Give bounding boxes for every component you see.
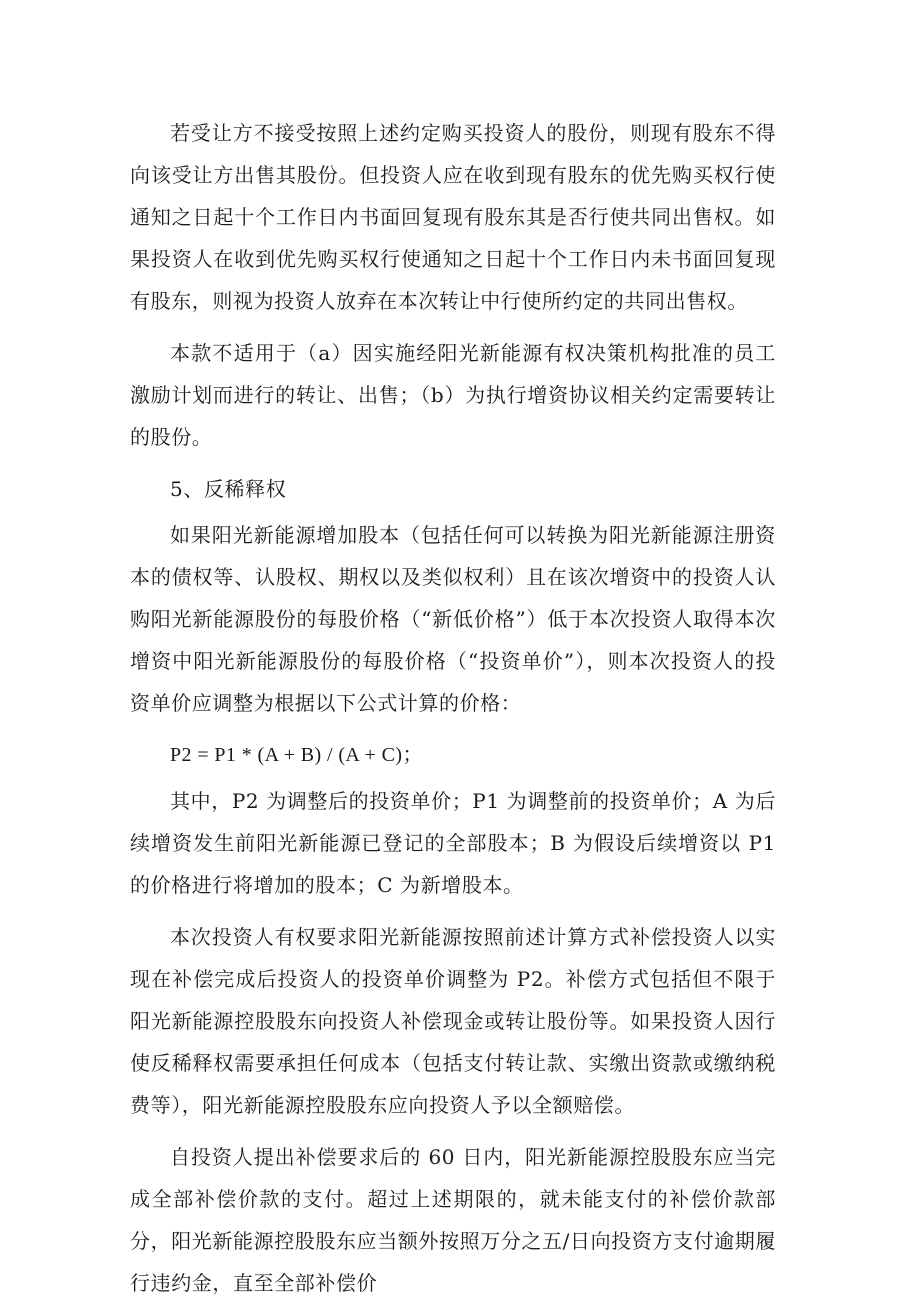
section-heading-anti-dilution: 5、反稀释权 bbox=[170, 477, 287, 501]
paragraph-payment-deadline: 自投资人提出补偿要求后的 60 日内，阳光新能源控股股东应当完成全部补偿价款的支付。超过上述期限的，就未能支付的补偿价款部分，阳光新能源控股股东应当额外按照万分之五/日向投资方支付逾期履行违约金，直至全部补偿价 bbox=[130, 1145, 776, 1295]
document-body bbox=[130, 112, 776, 1314]
paragraph-co-sale-reply: 若受让方不接受按照上述约定购买投资人的股份，则现有股东不得向该受让方出售其股份。但投资人应在收到现有股东的优先购买权行使通知之日起十个工作日内书面回复现有股东其是否行使共同出售权。如果投资人在收到优先购买权行使通知之日起十个工作日内未书面回复现有股东，则视为投资人放弃在本次转让中行使所约定的共同出售权。 bbox=[130, 121, 776, 313]
formula-price-adjustment: P2 = P1 * (A + B) / (A + C)； bbox=[170, 744, 423, 766]
paragraph-compensation-method: 本次投资人有权要求阳光新能源按照前述计算方式补偿投资人以实现在补偿完成后投资人的投资单价调整为 P2。补偿方式包括但不限于阳光新能源控股股东向投资人补偿现金或转让股份等。如果投资人因行使反稀释权需要承担任何成本（包括支付转让款、实缴出资款或缴纳税费等），阳光新能源控股股东应向投资人予以全额赔偿。 bbox=[130, 925, 776, 1117]
paragraph-exceptions: 本款不适用于（a）因实施经阳光新能源有权决策机构批准的员工激励计划而进行的转让、出售；（b）为执行增资协议相关约定需要转让的股份。 bbox=[130, 341, 776, 449]
paragraph-formula-definitions: 其中，P2 为调整后的投资单价；P1 为调整前的投资单价；A 为后续增资发生前阳光新能源已登记的全部股本；B 为假设后续增资以 P1 的价格进行将增加的股本；C 为新增股本。 bbox=[130, 789, 776, 897]
paragraph-anti-dilution-trigger: 如果阳光新能源增加股本（包括任何可以转换为阳光新能源注册资本的债权等、认股权、期权以及类似权利）且在该次增资中的投资人认购阳光新能源股份的每股价格（“新低价格”）低于本次投资人取得本次增资中阳光新能源股份的每股价格（“投资单价”），则本次投资人的投资单价应调整为根据以下公式计算的价格： bbox=[130, 523, 776, 715]
